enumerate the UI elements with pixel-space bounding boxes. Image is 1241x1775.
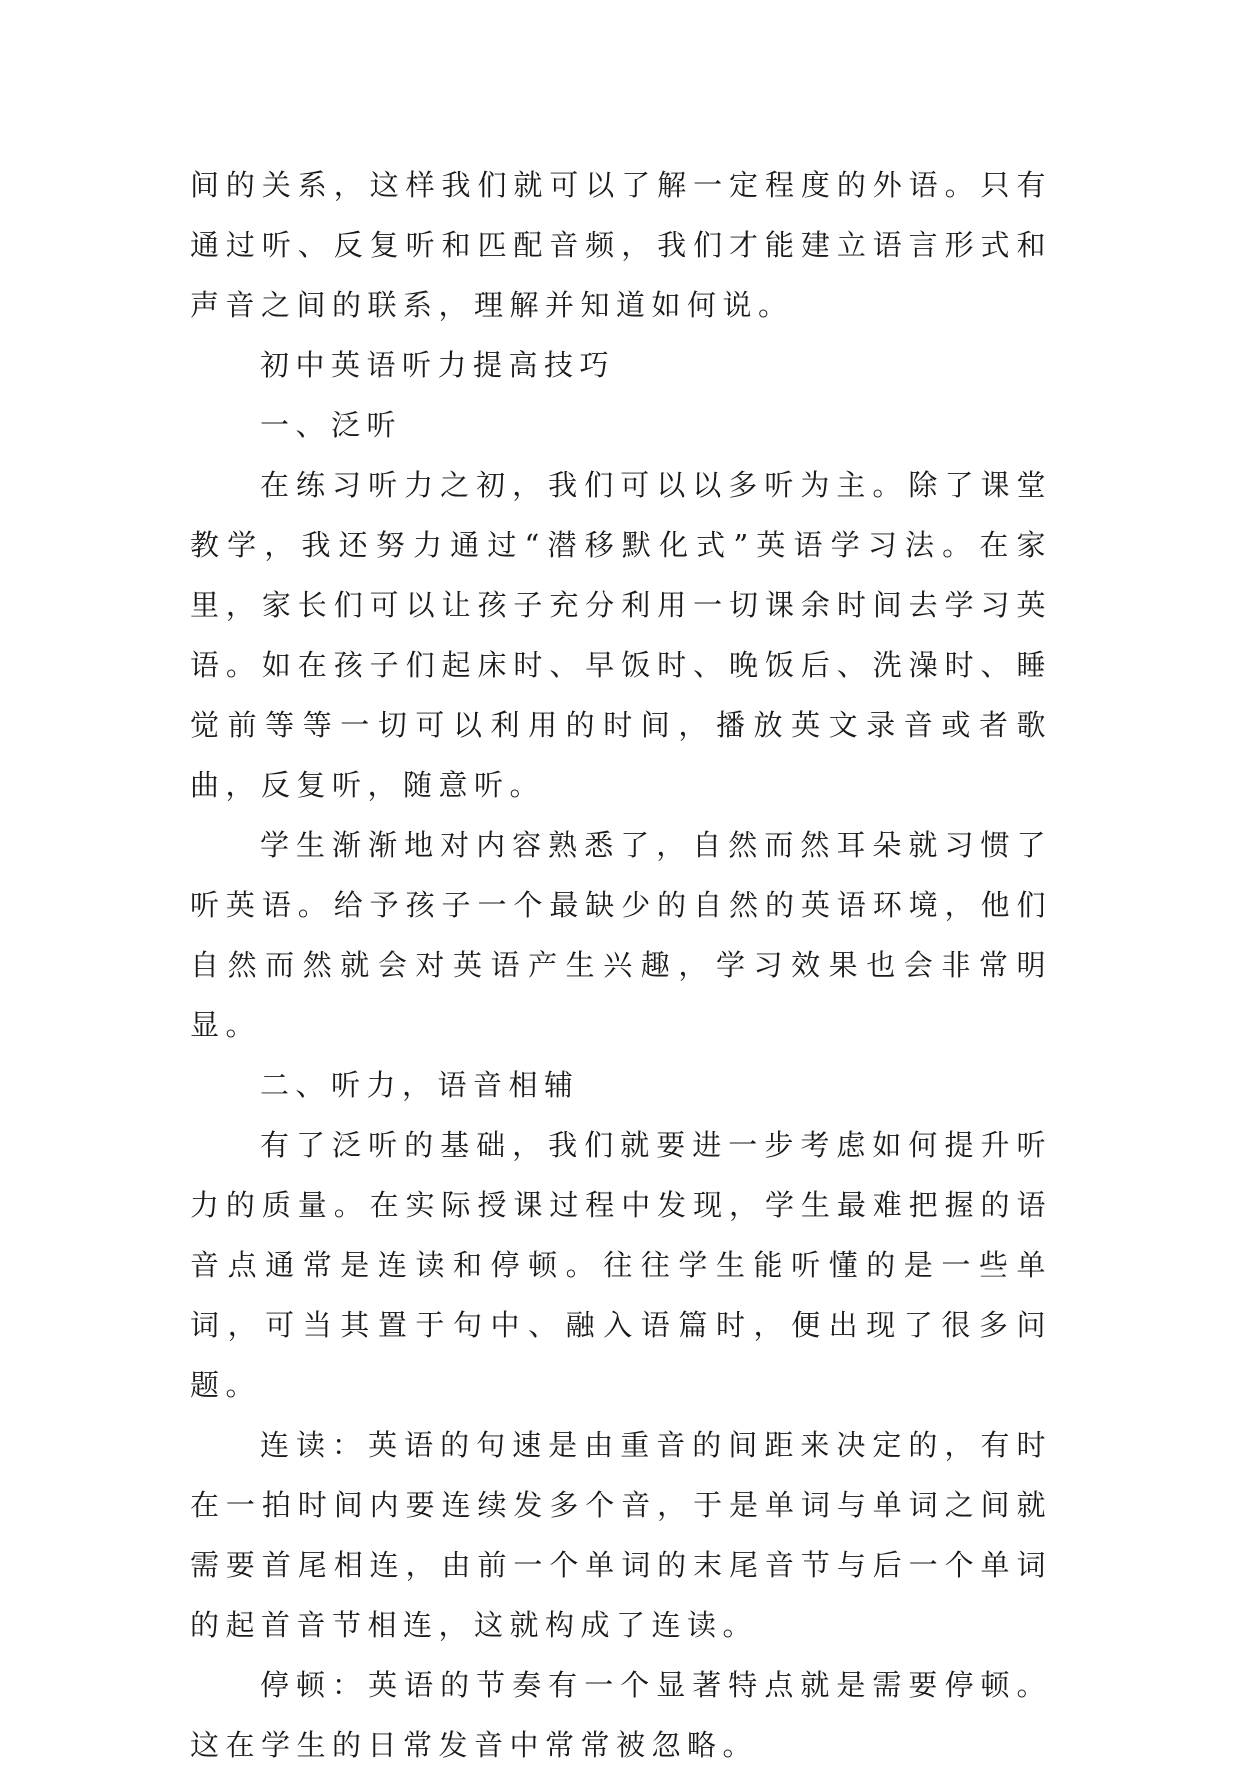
paragraph-listening-quality: 有了泛听的基础，我们就要进一步考虑如何提升听力的质量。在实际授课过程中发现，学生最难把握的语音点通常是连读和停顿。往往学生能听懂的是一些单词，可当其置于句中、融入语篇时，便出现了很多问题。 [190, 1128, 1052, 1402]
paragraph-familiarity: 学生渐渐地对内容熟悉了，自然而然耳朵就习惯了听英语。给予孩子一个最缺少的自然的英语环境，他们自然而然就会对英语产生兴趣，学习效果也会非常明显。 [190, 828, 1052, 1042]
heading-extensive-listening: 一、泛听 [260, 408, 403, 442]
paragraph-liaison: 连读：英语的句速是由重音的间距来决定的，有时在一拍时间内要连续发多个音，于是单词与单词之间就需要首尾相连，由前一个单词的末尾音节与后一个单词的起首音节相连，这就构成了连读。 [190, 1428, 1052, 1642]
section-title: 初中英语听力提高技巧 [260, 348, 616, 382]
paragraph-continuation: 间的关系，这样我们就可以了解一定程度的外语。只有通过听、反复听和匹配音频，我们才能建立语言形式和声音之间的联系，理解并知道如何说。 [190, 168, 1052, 322]
paragraph-pause: 停顿：英语的节奏有一个显著特点就是需要停顿。这在学生的日常发音中常常被忽略。 [190, 1668, 1052, 1762]
paragraph-extensive-listening: 在练习听力之初，我们可以以多听为主。除了课堂教学，我还努力通过“潜移默化式”英语学习法。在家里，家长们可以让孩子充分利用一切课余时间去学习英语。如在孩子们起床时、早饭时、晚饭后、洗澡时、睡觉前等等一切可以利用的时间，播放英文录音或者歌曲，反复听，随意听。 [190, 468, 1052, 802]
document-page [190, 155, 1052, 1775]
heading-listening-pronunciation: 二、听力，语音相辅 [260, 1068, 580, 1102]
